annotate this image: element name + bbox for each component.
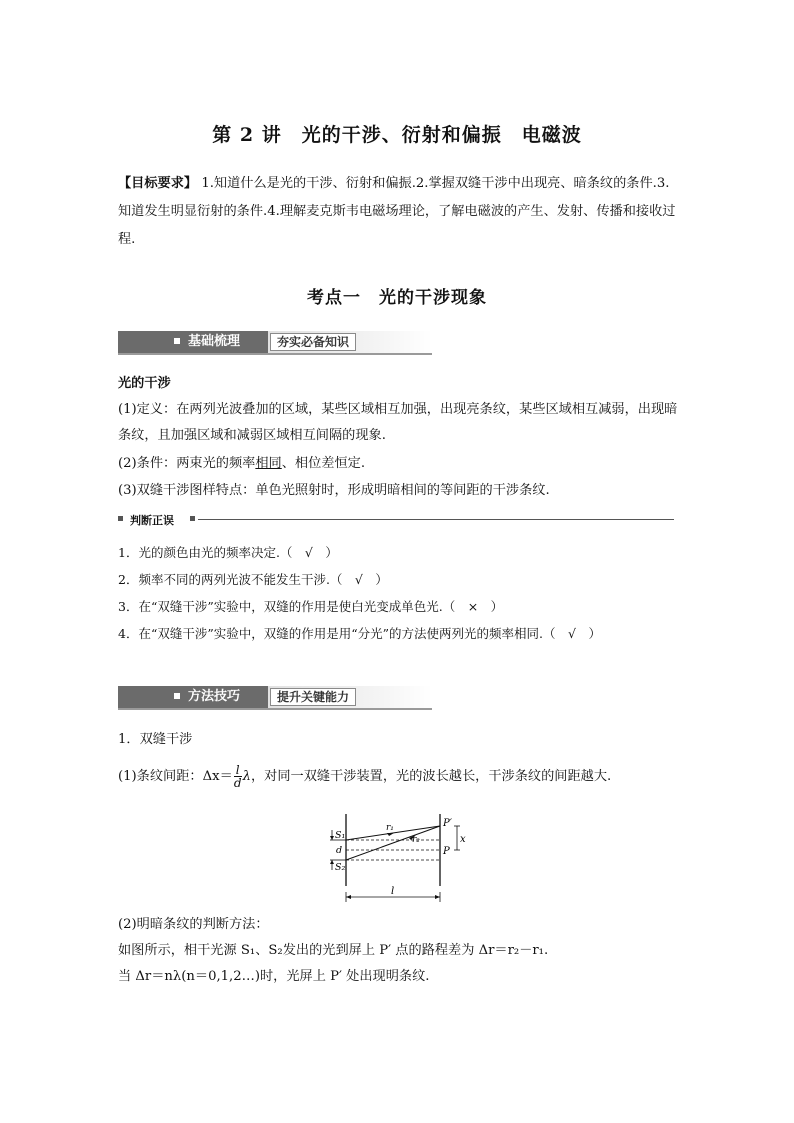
basics-definition: (1)定义：在两列光波叠加的区域，某些区域相互加强，出现亮条纹，某些区域相互减弱，出现暗条纹，且加强区域和减弱区域相互间隔的现象.: [118, 402, 678, 443]
condition-keyword: 相同: [255, 456, 282, 471]
fraction-numerator: l: [235, 763, 240, 777]
arrow-icon: [330, 836, 334, 840]
method-heading: 1．双缝干涉: [118, 732, 193, 747]
arrow-icon: [387, 833, 394, 836]
square-icon: [174, 338, 180, 344]
label-d: d: [336, 845, 343, 856]
arrow-icon: [435, 895, 440, 899]
label-p-prime: P′: [443, 818, 452, 829]
arrow-icon: [330, 860, 334, 864]
condition-pre: (2)条件：两束光的频率: [118, 456, 256, 471]
goals-text: 1.知道什么是光的干涉、衍射和偏振.2.掌握双缝干涉中出现亮、暗条纹的条件.3.知道发生明显衍射的条件.4.理解麦克斯韦电磁场理论，了解电磁波的产生、发射、传播和接收过程.: [118, 176, 676, 247]
goals-tag: 【目标要求】: [118, 176, 198, 191]
judge-heading: 判断正误: [130, 514, 174, 527]
banner-basics: [118, 331, 432, 355]
judge-item-4: 4．在“双缝干涉”实验中，双缝的作用是用“分光”的方法使两列光的频率相同.（ √ ）: [118, 626, 601, 641]
formula-fraction: [234, 764, 242, 789]
judge-header: [118, 512, 674, 528]
judge-item-1: 1．光的颜色由光的频率决定.（ √ ）: [118, 545, 338, 560]
arrow-icon: [346, 895, 351, 899]
banner-method-dark: [118, 686, 268, 708]
label-s1: S₁: [335, 830, 346, 841]
path-difference: 如图所示，相干光源 S₁、S₂发出的光到屏上 P′ 点的路程差为 Δr＝r₂－r₁.: [118, 943, 549, 958]
double-slit-diagram: [318, 812, 488, 906]
page-title: 第 2 讲 光的干涉、衍射和偏振 电磁波: [212, 124, 582, 146]
banner-basics-sub: 夯实必备知识: [270, 333, 356, 351]
basics-feature: (3)双缝干涉图样特点：单色光照射时，形成明暗相间的等间距的干涉条纹.: [118, 483, 550, 498]
label-r1: r₁: [386, 823, 394, 833]
banner-basics-dark: [118, 331, 268, 353]
judge-method-heading: (2)明暗条纹的判断方法：: [118, 917, 269, 932]
bright-fringe-condition: 当 Δr＝nλ(n＝0,1,2…)时，光屏上 P′ 处出现明条纹.: [118, 969, 430, 984]
banner-basics-label: 基础梳理: [188, 334, 241, 349]
square-icon: [118, 516, 123, 521]
label-r2: r₂: [412, 835, 420, 845]
section-title: 考点一 光的干涉现象: [307, 288, 487, 308]
square-icon: [190, 516, 195, 521]
formula-lambda: λ: [242, 769, 251, 784]
formula-pre: (1)条纹间距：Δx＝: [118, 769, 233, 784]
square-icon: [174, 693, 180, 699]
divider: [198, 519, 674, 520]
judge-item-2: 2．频率不同的两列光波不能发生干涉.（ √ ）: [118, 572, 388, 587]
label-x: x: [460, 834, 466, 845]
fringe-spacing-formula: [118, 762, 678, 792]
learning-goals: [118, 170, 678, 254]
label-s2: S₂: [335, 862, 346, 873]
fraction-denominator: d: [233, 776, 242, 790]
judge-item-3: 3．在“双缝干涉”实验中，双缝的作用是使白光变成单色光.（ × ）: [118, 599, 504, 614]
basics-heading: 光的干涉: [118, 376, 171, 391]
banner-method-label: 方法技巧: [188, 689, 241, 704]
basics-condition: [118, 451, 678, 477]
label-p: P: [443, 846, 450, 857]
banner-method: [118, 686, 432, 710]
label-l: l: [391, 886, 395, 897]
formula-post: ，对同一双缝干涉装置，光的波长越长，干涉条纹的间距越大.: [250, 769, 612, 784]
banner-method-sub: 提升关键能力: [270, 688, 356, 706]
condition-post: 、相位差恒定.: [281, 456, 366, 471]
